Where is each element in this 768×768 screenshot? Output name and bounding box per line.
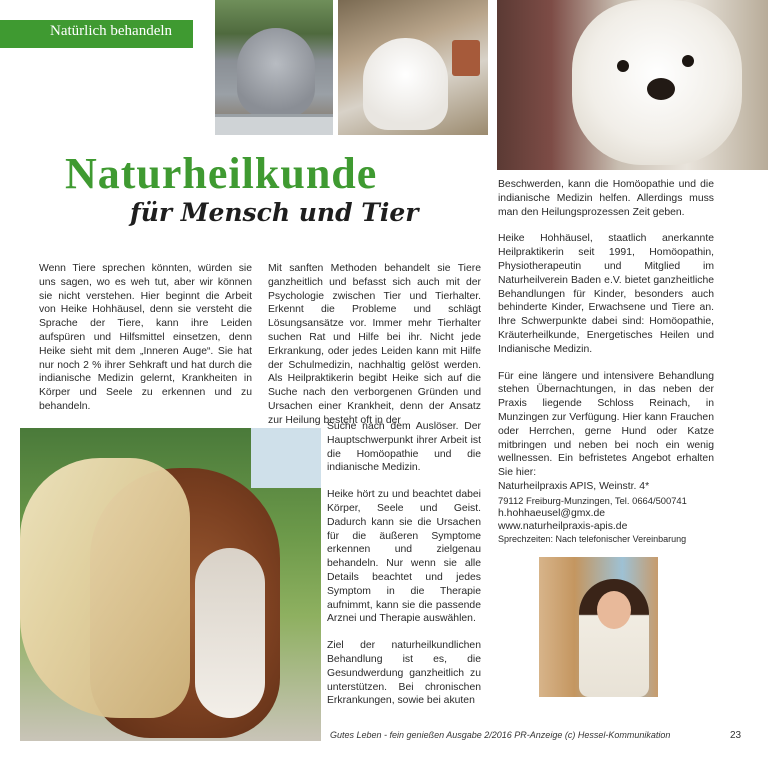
column-2-paragraph-1: Suche nach dem Auslöser. Der Hauptschwerpunkt ihrer Arbeit ist die Homöopathie und die indianische Medizin. — [327, 421, 481, 474]
contact-address: 79112 Freiburg-Munzingen, Tel. 0664/500741 — [498, 494, 687, 506]
section-label: Natürlich behandeln — [50, 23, 173, 39]
dog-nose — [647, 78, 675, 100]
contact-name: Naturheilpraxis APIS, Weinstr. 4* — [498, 480, 650, 492]
column-2-narrow — [327, 420, 481, 721]
therapist-portrait — [539, 557, 658, 697]
page-footer: Gutes Leben - fein genießen Ausgabe 2/2016 PR-Anzeige (c) Hessel-Kommunikation — [330, 730, 671, 740]
horse-blaze — [195, 548, 265, 718]
column-2-text-top: Mit sanften Methoden behandelt sie Tiere ganzheitlich und befasst sich auch mit der Psychologie zwischen Tier und Tierhalter. Erkennt die Probleme und schlägt Lösungsansätze vor. Immer mehr Tierhalter suchen Rat und Hilfe bei ihr. Nicht jede Erkrankung, oder jedes Leiden kann mit Hilfe der Schulmedizin, nachhaltig gelöst werden. Als Heilpraktikerin begibt Heike sich auf die Suche nach den verborgenen Gründen und Ursachen einer Krankheit, denn der Ansatz zur Heilung besteht oft in der — [268, 263, 481, 426]
column-3-paragraph-1: Beschwerden, kann die Homöopathie und die indianische Medizin helfen. Allerdings muss man den Heilungsprozessen Zeit geben. — [498, 179, 714, 218]
dog-eye-right — [682, 55, 694, 67]
flower-pot — [452, 40, 480, 76]
therapist-face — [597, 591, 631, 629]
contact-block — [498, 480, 714, 546]
column-3 — [498, 178, 714, 546]
contact-web[interactable]: www.naturheilpraxis-apis.de — [498, 520, 628, 532]
article-title: Naturheilkunde — [65, 149, 378, 198]
horse-mane — [20, 458, 190, 718]
grey-cat-photo — [215, 0, 333, 135]
grey-cat — [237, 28, 315, 118]
contact-hours: Sprechzeiten: Nach telefonischer Vereinbarung — [498, 533, 687, 544]
sky — [251, 428, 321, 488]
white-cat-photo — [338, 0, 488, 135]
white-dog-photo — [497, 0, 768, 170]
horse-photo — [20, 428, 321, 741]
column-2-paragraph-3: Ziel der naturheilkundlichen Behandlung ist es, die Gesundwerdung ganzheitlich zu unterstützen. Bei chronischen Erkrankungen, sowie bei akuten — [327, 640, 481, 707]
column-2-paragraph-2: Heike hört zu und beachtet dabei Körper, Seele und Geist. Dadurch kann sie die Ursachen für die äußeren Symptome erkennen und zielgenau behandeln. Nur wenn sie alle Details beachtet und jedes Symptom in die Therapie aufnimmt, kann sie die passende Arznei und Therapie auswählen. — [327, 489, 481, 625]
contact-address-block — [498, 494, 714, 546]
white-cat — [363, 38, 448, 130]
column-1-text: Wenn Tiere sprechen könnten, würden sie uns sagen, wo es weh tut, aber wir können sie nicht verstehen. Hier beginnt die Arbeit von Heike Hohhäusel, denn sie versteht die Sprache der Tiere, kann ihre Leiden aufspüren und Hilfsmittel einsetzen, denn Heike sieht mit dem „Inneren Auge“. Sie hat nur noch 2 % ihrer Sehkraft und hat durch die indianische Medizin gelernt, Krankheiten in Körper und Seele zu erkennen und zu behandeln. — [39, 263, 252, 412]
article-subtitle: für Mensch und Tier — [130, 198, 419, 227]
column-3-paragraph-2: Heike Hohhäusel, staatlich anerkannte Heilpraktikerin seit 1991, Homöopathin, Physiotherapeutin und Mitglied im Naturheilverein Baden e.V. bietet ganzheitliche Behandlungen für Kinder, besonders auch behinderte Kinder, Erwachsene und Tiere an. Ihre Schwerpunkte dabei sind: Homöopathie, Kräuterheilkunde, Energetisches Heilen und Indianische Medizin. — [498, 233, 714, 355]
column-3-paragraph-3: Für eine längere und intensivere Behandlung stehen Übernachtungen, in das neben der Praxis liegende Schloss Reinach, in Munzingen zur Verfügung. Hier kann Frauchen oder Herrchen, gerne Hund oder Katze mitbringen und neben bei noch ein wenig wellnessen. Ein befristetes Angebot erhalten Sie hier: — [498, 370, 714, 479]
dog-eye-left — [617, 60, 629, 72]
window-sill — [215, 114, 333, 135]
contact-email[interactable]: h.hohhaeusel@gmx.de — [498, 507, 606, 519]
page-number: 23 — [730, 730, 742, 741]
section-banner — [0, 20, 193, 48]
